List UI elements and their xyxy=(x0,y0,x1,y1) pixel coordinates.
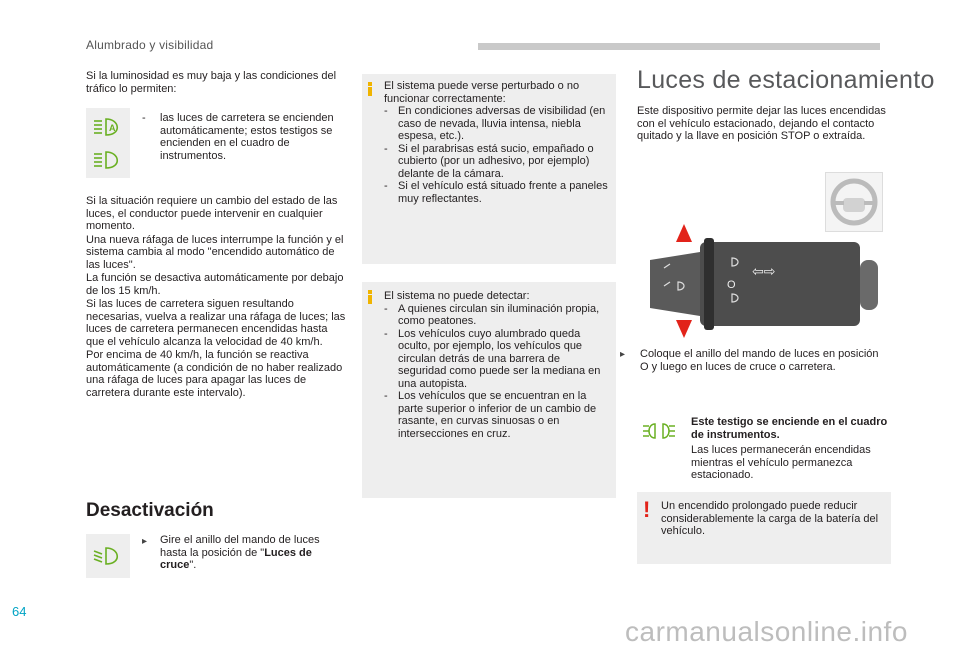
info-icon xyxy=(368,82,372,96)
parking-intro: Este dispositivo permite dejar las luces encendidas con el vehículo estacionado, dejando el contacto quitado y la llave en posición STOP o extraída. xyxy=(637,105,886,142)
svg-text:⇦⇨: ⇦⇨ xyxy=(752,264,776,280)
warning-exclamation-icon: ! xyxy=(643,497,651,522)
warning-text: Las luces permanecerán encendidas mientras el vehículo permanezca estacionado. xyxy=(691,444,871,481)
page-number: 64 xyxy=(12,604,27,619)
info-box-not-detect xyxy=(362,282,616,498)
info-icon xyxy=(368,290,372,304)
stalk-position-o: O xyxy=(727,279,736,291)
dipped-beam-icon-box xyxy=(86,534,130,578)
paragraph: Por encima de 40 km/h, la función se reactiva automáticamente (a condición de no haber realizado una ráfaga de luces para apagar las luces de carretera durante este intervalo). xyxy=(86,349,343,399)
paragraph: Si la situación requiere un cambio del estado de las luces, el conductor puede intervenir en cualquier momento. xyxy=(86,195,338,232)
instruction-arrow-icon: ▸ xyxy=(142,536,148,547)
info-box-intro: El sistema no puede detectar: xyxy=(384,290,530,302)
info-box-intro: El sistema puede verse perturbado o no funcionar correctamente: xyxy=(384,80,580,105)
warning-title: Este testigo se enciende en el cuadro de instrumentos. xyxy=(691,416,888,441)
parking-instruction: Coloque el anillo del mando de luces en posición O y luego en luces de cruce o carretera. xyxy=(640,348,879,373)
instruction-arrow-icon: ▸ xyxy=(620,349,626,360)
svg-text:A: A xyxy=(109,123,116,133)
deactivation-heading: Desactivación xyxy=(86,500,214,521)
paragraph: Si las luces de carretera siguen resultando necesarias, vuelva a realizar una ráfaga de luces; las luces de carretera permanecen encendidas hasta que el vehículo alcanza la velocidad de 40 km/h. xyxy=(86,298,346,348)
list-item: - Los vehículos cuyo alumbrado queda oculto, por ejemplo, los vehículos que circulan detrás de una barrera de seguridad como puede ser la mediana en una autopista. xyxy=(384,328,610,391)
parking-lights-icon xyxy=(637,416,681,446)
info-box-disturbed xyxy=(362,74,616,264)
list-item: - Los vehículos que se encuentran en la parte superior o inferior de un cambio de rasante, en curvas sinuosas o en intersecciones en cruz. xyxy=(384,390,610,440)
paragraph: La función se desactiva automáticamente por debajo de los 15 km/h. xyxy=(86,272,344,297)
parking-lights-icon-box xyxy=(637,416,681,446)
high-beam-icon xyxy=(92,150,124,170)
bullet-text: las luces de carretera se encienden automáticamente; estos testigos se encienden en el cuadro de instrumentos. xyxy=(160,112,334,162)
intro-text: Si la luminosidad es muy baja y las condiciones del tráfico lo permiten: xyxy=(86,70,337,95)
alert-box xyxy=(637,492,891,564)
page-title: Luces de estacionamiento xyxy=(637,66,935,94)
section-title: Alumbrado y visibilidad xyxy=(86,38,214,52)
bullet-dash: - xyxy=(142,112,146,124)
list-item: - A quienes circulan sin iluminación propia, como peatones. xyxy=(384,303,610,328)
list-item: - Si el vehículo está situado frente a paneles muy reflectantes. xyxy=(384,180,610,205)
body-paragraphs xyxy=(86,195,346,400)
auto-high-beam-icon xyxy=(92,117,124,137)
list-item: - Si el parabrisas está sucio, empañado o cubierto (por un adhesivo, por ejemplo) delante de la cámara. xyxy=(384,143,610,181)
list-item: - En condiciones adversas de visibilidad (en caso de nevada, lluvia intensa, niebla espesa, etc.). xyxy=(384,105,610,143)
watermark: carmanualsonline.info xyxy=(625,616,908,647)
alert-text: Un encendido prolongado puede reducir considerablemente la carga de la batería del vehículo. xyxy=(661,500,879,537)
warning-icons-box xyxy=(86,108,130,178)
deactivation-text: Gire el anillo del mando de luces hasta la posición de "Luces de cruce". xyxy=(160,534,320,571)
paragraph: Una nueva ráfaga de luces interrumpe la función y el sistema cambia al modo "encendido automático de las luces". xyxy=(86,233,344,271)
light-stalk-illustration xyxy=(640,220,880,340)
dipped-beam-icon xyxy=(92,546,124,566)
header-rule xyxy=(478,43,880,50)
